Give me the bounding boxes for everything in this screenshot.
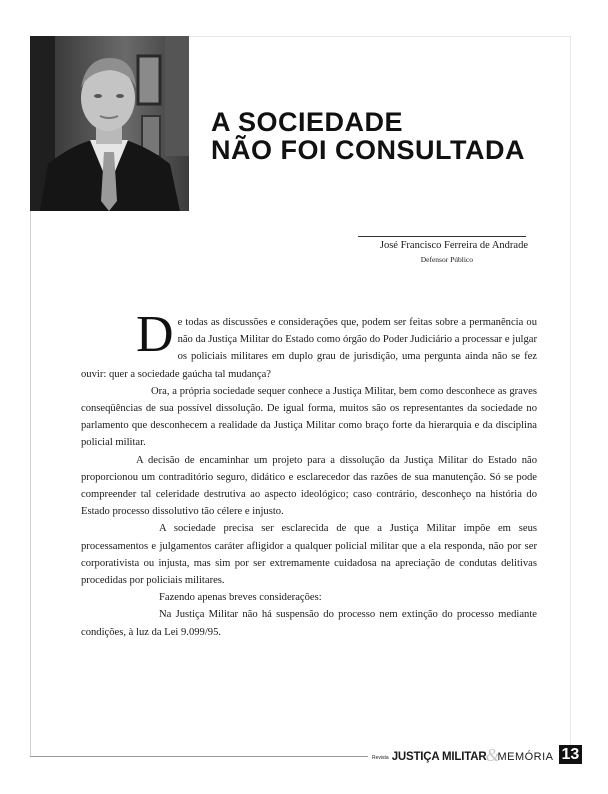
footer-revista: Revista — [372, 755, 389, 761]
author-role: Defensor Público — [420, 255, 473, 264]
footer-divider — [30, 756, 368, 757]
author-name: José Francisco Ferreira de Andrade — [379, 240, 528, 251]
headline-line-1: A SOCIEDADE — [211, 107, 404, 137]
author-divider — [358, 236, 526, 237]
article-headline — [211, 108, 525, 164]
paragraph-5: Fazendo apenas breves considerações: — [159, 592, 322, 604]
paragraph-3: A decisão de encaminhar um projeto para a dissolução da Justiça Militar do Estado não proporcionou um contraditório seguro, didático e esclarecedor das razões de sua manutenção. Só se pode compreender tal celeridade destrutiva ao aspecto ideológico; caso contrário, desconheço na história do Estado processo dissolutivo tão célere e injusto. — [81, 454, 537, 518]
footer-memoria: MEMÓRIA — [497, 751, 554, 763]
author-photo — [30, 36, 189, 211]
footer-magazine-title: JUSTIÇA MILITAR — [391, 751, 487, 763]
drop-cap: D — [136, 306, 174, 363]
paragraph-1 — [81, 306, 537, 383]
page-number: 13 — [559, 745, 583, 764]
footer-ampersand: & — [485, 745, 500, 765]
paragraph-4: A sociedade precisa ser esclarecida de que a Justiça Militar impõe em seus processamentos e julgamentos caráter afligidor a qualquer policial militar que a ela responda, não por ser corporativista ou injusta, mas sim por ser extremamente cuidadosa na apreciação de condutas delitivas procedidas por policiais militares. — [81, 523, 537, 587]
paragraph-6: Na Justiça Militar não há suspensão do processo nem extinção do processo mediante condições, à luz da Lei 9.099/95. — [81, 609, 537, 638]
article-body — [81, 306, 537, 641]
headline-line-2: NÃO FOI CONSULTADA — [211, 135, 525, 165]
paragraph-1-text: e todas as discussões e considerações que, podem ser feitas sobre a permanência ou não da Justiça Militar do Estado como órgão do Poder Judiciário a processar e julgar os policiais militares em duplo grau de jurisdição, uma pergunta ainda não se fez ouvir: quer a sociedade gaúcha tal mudança? — [81, 317, 537, 380]
paragraph-2: Ora, a própria sociedade sequer conhece a Justiça Militar, bem como desconhece as graves conseqüências de sua possível dissolução. De igual forma, muitos são os representantes da sociedade no parlamento que desconhecem a realidade da Justiça Militar como braço forte da hierarquia e da disciplina policial militar. — [81, 385, 537, 449]
running-footer — [372, 744, 582, 764]
